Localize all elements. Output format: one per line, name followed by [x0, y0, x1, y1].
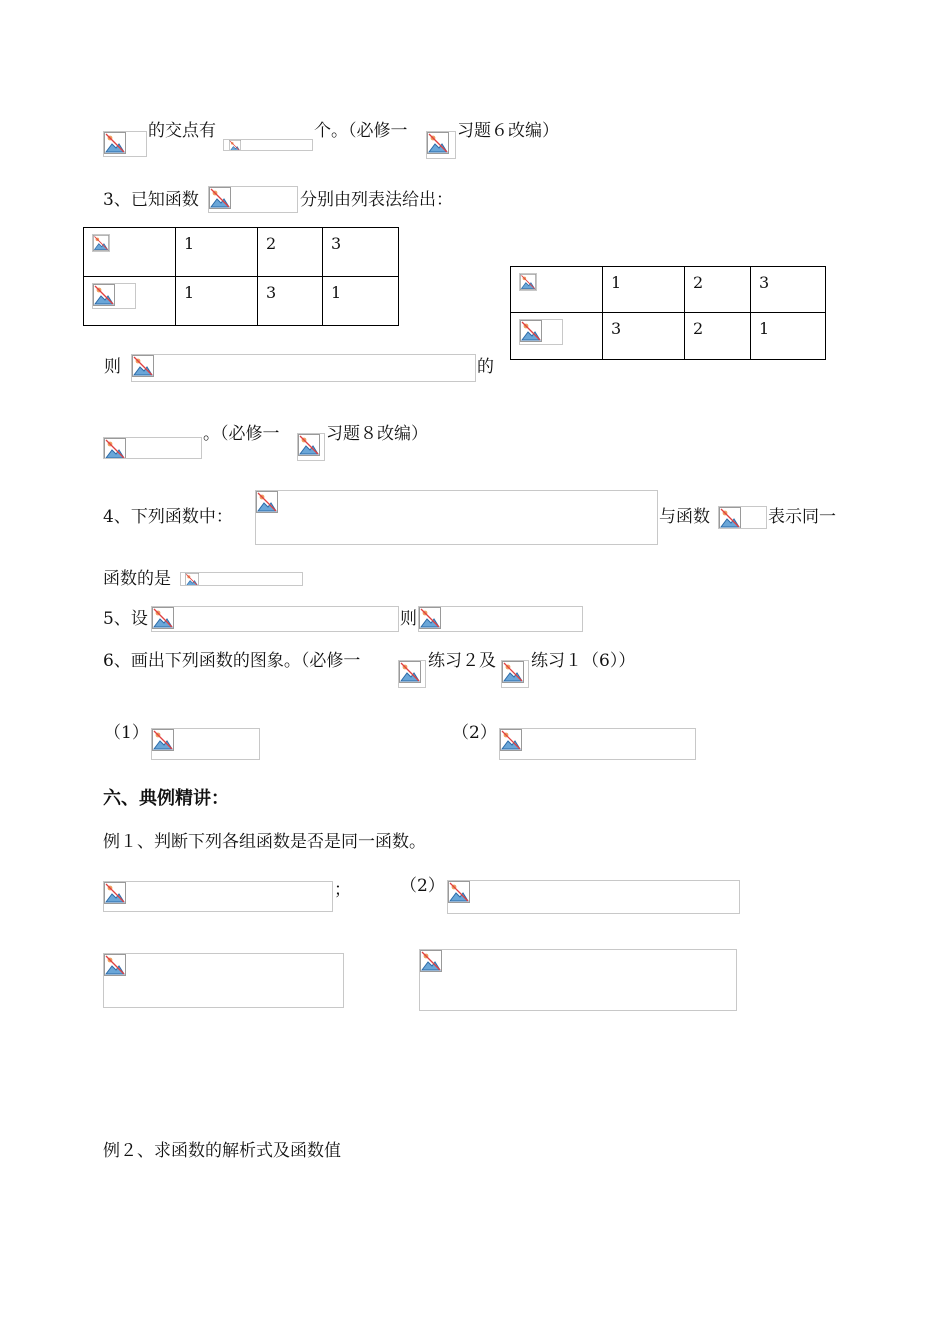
text-ze: 则: [104, 357, 121, 377]
table2-cell: 1: [603, 267, 685, 313]
broken-image-icon: [104, 438, 126, 459]
text-exercise-8: 习题８改编）: [326, 424, 428, 444]
formula-image: [718, 506, 767, 529]
q6-part2-label: （2）: [452, 723, 497, 743]
example1-semicolon: ；: [334, 880, 351, 900]
formula-image: [519, 273, 537, 291]
formula-image: [426, 131, 456, 159]
value-table-1: [83, 227, 399, 326]
broken-image-icon: [520, 320, 542, 342]
formula-image: [447, 880, 740, 914]
table2-cell: 2: [685, 313, 751, 360]
q5-prefix: 5、设: [103, 609, 148, 629]
formula-image: [255, 490, 658, 545]
example2-text: 例２、求函数的解析式及函数值: [103, 1141, 341, 1161]
table1-cell: 1: [323, 277, 399, 326]
answer-blank-image: [103, 437, 202, 459]
q3-prefix: 3、已知函数: [103, 190, 199, 210]
text-jiaodian: 的交点有: [148, 121, 216, 141]
broken-image-icon: [427, 132, 449, 154]
q6-part1-label: （1）: [104, 723, 149, 743]
broken-image-icon: [256, 491, 278, 513]
q4-mid: 与函数: [659, 507, 710, 527]
formula-image: [501, 660, 529, 688]
broken-image-icon: [224, 140, 246, 151]
table2-cell: 2: [685, 267, 751, 313]
answer-blank-image: [223, 139, 313, 151]
q5-mid: 则: [400, 609, 417, 629]
broken-image-icon: [420, 950, 442, 972]
section-title: 六、典例精讲：: [103, 788, 229, 809]
table2-cell: 1: [751, 313, 826, 360]
q4-line2: 函数的是: [103, 569, 171, 589]
broken-image-icon: [93, 284, 115, 306]
q4-prefix: 4、下列函数中：: [103, 507, 233, 527]
broken-image-icon: [104, 132, 126, 154]
broken-image-icon: [399, 661, 421, 683]
q6-prefix: 6、画出下列函数的图象。（必修一: [103, 651, 361, 671]
broken-image-icon: [152, 729, 174, 751]
formula-image: [297, 433, 325, 461]
q3-suffix: 分别由列表法给出：: [300, 190, 453, 210]
text-de: 的: [477, 357, 494, 377]
table1-cell: 1: [176, 228, 258, 277]
example1-part2-label: （2）: [400, 876, 445, 896]
broken-image-icon: [93, 235, 109, 251]
formula-image: [103, 953, 344, 1008]
broken-image-icon: [181, 573, 203, 586]
broken-image-icon: [152, 607, 174, 629]
formula-image: [103, 881, 333, 912]
formula-image: [418, 606, 583, 632]
text-bixiu-1: 个。（必修一: [314, 121, 408, 141]
answer-blank-image: [180, 572, 303, 586]
formula-image: [92, 234, 110, 252]
broken-image-icon: [209, 187, 231, 209]
broken-image-icon: [104, 954, 126, 976]
formula-image: [151, 728, 260, 760]
table1-cell: 3: [323, 228, 399, 277]
formula-image: [208, 186, 298, 213]
formula-image: [92, 283, 136, 309]
broken-image-icon: [104, 882, 126, 904]
table2-cell: 3: [603, 313, 685, 360]
formula-image: [151, 606, 399, 632]
broken-image-icon: [719, 507, 741, 529]
table1-cell: 2: [258, 228, 323, 277]
formula-image: [398, 660, 426, 688]
formula-image: [519, 319, 563, 345]
q6-mid: 练习２及: [428, 651, 496, 671]
formula-image: [103, 131, 147, 157]
table2-cell: 3: [751, 267, 826, 313]
text-bixiu-2: 。（必修一: [203, 424, 280, 444]
value-table-2: [510, 266, 826, 360]
broken-image-icon: [419, 607, 441, 629]
broken-image-icon: [500, 729, 522, 751]
broken-image-icon: [298, 434, 320, 456]
formula-image: [131, 354, 476, 382]
q6-suffix: 练习１（6））: [531, 651, 636, 671]
formula-image: [419, 949, 737, 1011]
table1-cell: 1: [176, 277, 258, 326]
q4-suffix: 表示同一: [768, 507, 836, 527]
text-exercise-6: 习题６改编）: [457, 121, 559, 141]
broken-image-icon: [520, 274, 536, 290]
example1-text: 例１、判断下列各组函数是否是同一函数。: [103, 832, 426, 852]
formula-image: [499, 728, 696, 760]
broken-image-icon: [502, 661, 524, 683]
broken-image-icon: [132, 355, 154, 377]
broken-image-icon: [448, 881, 470, 903]
table1-cell: 3: [258, 277, 323, 326]
